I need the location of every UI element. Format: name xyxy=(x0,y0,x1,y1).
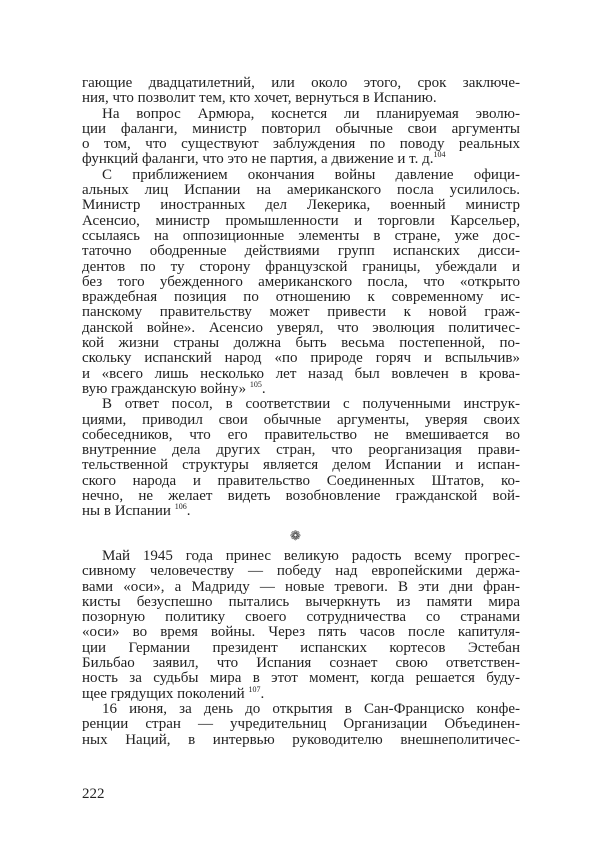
paragraph xyxy=(82,702,520,748)
line-text: циями, приводил свои обычные аргументы, уверяя своих xyxy=(82,411,520,428)
line-text: без того убежденного американского посла, что «открыто xyxy=(82,273,520,290)
line-text: панскому правительству может привести к новой граж- xyxy=(82,304,520,321)
line-text: вую гражданскую войну» xyxy=(82,380,250,397)
text-line xyxy=(82,379,520,397)
line-text: собеседников, что его правительство не вмешивается во xyxy=(82,426,520,443)
text-line xyxy=(82,564,520,579)
footnote-reference: 105 xyxy=(249,379,262,389)
text-line xyxy=(82,229,520,244)
text-line xyxy=(82,260,520,275)
line-text: 16 июня, за день до открытия в Сан-Франциско конфе- xyxy=(102,700,520,717)
line-text: ции Германии президент испанских кортесов Эстебан xyxy=(82,639,520,656)
text-line xyxy=(82,76,520,91)
line-text: ность за судьбы мира в этот момент, когда решается буду- xyxy=(82,670,520,687)
text-line xyxy=(82,656,520,671)
text-line xyxy=(82,198,520,213)
page-text-section-1 xyxy=(82,76,520,520)
paragraph xyxy=(82,107,520,168)
text-line xyxy=(82,443,520,458)
text-line xyxy=(82,183,520,198)
text-line xyxy=(82,428,520,443)
line-text: о том, что существуют заблуждения по поводу реальных xyxy=(82,136,520,153)
text-line xyxy=(82,504,520,519)
line-text: кой жизни страны должна быть весьма постепенной, по- xyxy=(82,335,520,352)
text-line xyxy=(82,625,520,640)
page-text-section-2 xyxy=(82,549,520,748)
text-line xyxy=(82,610,520,625)
paragraph xyxy=(82,549,520,702)
text-line xyxy=(82,290,520,305)
line-text: и «всего лишь несколько лет назад был вовлечен в крова- xyxy=(82,365,520,382)
line-text: Бильбао заявил, что Испания сознает свою ответствен- xyxy=(82,655,520,672)
text-line xyxy=(82,214,520,229)
line-text: Май 1945 года принес великую радость всему прогрес- xyxy=(102,548,520,564)
line-text: В ответ посол, в соответствии с полученными инструк- xyxy=(102,396,520,413)
line-text-tail: . xyxy=(186,503,191,520)
line-text: Министр иностранных дел Лекерика, военный министр xyxy=(82,197,520,214)
line-text-tail: . xyxy=(260,685,265,702)
text-line xyxy=(82,595,520,610)
text-line xyxy=(82,641,520,656)
line-text: скольку испанский народ «по природе горяч и вспыльчив» xyxy=(82,350,520,367)
text-line xyxy=(82,458,520,473)
line-text: тельственной структуры является делом Испании и испан- xyxy=(82,457,520,474)
text-line xyxy=(82,702,520,717)
text-line xyxy=(82,474,520,489)
line-text: гающие двадцатилетний, или около этого, срок заключе- xyxy=(82,75,520,91)
line-text: позорную политику своего сотрудничества со странами xyxy=(82,609,520,626)
text-line xyxy=(82,397,520,412)
text-line xyxy=(82,717,520,732)
text-line xyxy=(82,305,520,320)
line-text: ции фаланги, министр повторил обычные свои аргументы xyxy=(82,120,520,137)
line-text: функций фаланги, что это не партия, а движение и т. д. xyxy=(82,151,434,168)
text-line xyxy=(82,684,520,702)
line-text: данской войне». Асенсио уверял, что эволюция политичес- xyxy=(82,319,520,336)
paragraph xyxy=(82,76,520,107)
line-text: ния, что позволит тем, кто хочет, вернуться в Испанию. xyxy=(82,90,437,107)
line-text: ренции стран — учредительниц Организации Объединен- xyxy=(82,716,520,733)
text-line xyxy=(82,91,520,106)
footnote-reference: 106 xyxy=(174,502,187,512)
text-line xyxy=(82,122,520,137)
line-text: «оси» во время войны. Через пять часов после капитуля- xyxy=(82,624,520,641)
line-text: щее грядущих поколений xyxy=(82,685,249,702)
line-text: ны в Испании xyxy=(82,503,175,520)
text-line xyxy=(82,549,520,564)
line-text: альных лиц Испании на американского посла усилилось. xyxy=(82,182,520,199)
line-text: На вопрос Армюра, коснется ли планируемая эволю- xyxy=(102,105,520,122)
text-line xyxy=(82,321,520,336)
section-divider-ornament-icon: ❁ xyxy=(290,528,301,543)
text-line xyxy=(82,580,520,595)
paragraph xyxy=(82,168,520,397)
text-line xyxy=(82,168,520,183)
page-number: 222 xyxy=(82,786,105,802)
footnote-reference: 107 xyxy=(248,684,261,694)
text-line xyxy=(82,107,520,122)
line-text: дентов по ту сторону французской границы, убеждали и xyxy=(82,258,520,275)
line-text: Асенсио, министр промышленности и торговли Карсельер, xyxy=(82,212,520,229)
line-text: вами «оси», а Мадриду — новые тревоги. В эти дни фран- xyxy=(82,578,520,595)
text-line xyxy=(82,351,520,366)
line-text: ссылаясь на оппозиционные элементы в стране, уже дос- xyxy=(82,227,520,244)
line-text: ского народа и правительство Соединенных Штатов, ко- xyxy=(82,472,520,489)
text-line xyxy=(82,671,520,686)
line-text: ных Наций, в интервью руководителю внешнеполитичес- xyxy=(82,731,520,748)
line-text: нечно, не желает видеть возобновление гражданской вой- xyxy=(82,488,520,505)
text-line xyxy=(82,152,520,167)
text-line xyxy=(82,244,520,259)
line-text: враждебная позиция по отношению к современному ис- xyxy=(82,289,520,306)
line-text: сивному человечеству — победу над европейскими держа- xyxy=(82,563,520,580)
line-text: кисты безуспешно пытались вычеркнуть из памяти мира xyxy=(82,593,520,610)
text-line xyxy=(82,367,520,382)
line-text: внутренние дела других стран, что реорганизация прави- xyxy=(82,442,520,459)
paragraph xyxy=(82,397,520,519)
text-line xyxy=(82,733,520,748)
line-text: С приближением окончания войны давление офици- xyxy=(102,166,520,183)
footnote-reference: 104 xyxy=(433,150,446,160)
line-text-tail: . xyxy=(261,380,266,397)
text-line xyxy=(82,275,520,290)
line-text: таточно ободренные действиями групп испанских дисси- xyxy=(82,243,520,260)
text-line xyxy=(82,336,520,351)
text-line xyxy=(82,413,520,428)
